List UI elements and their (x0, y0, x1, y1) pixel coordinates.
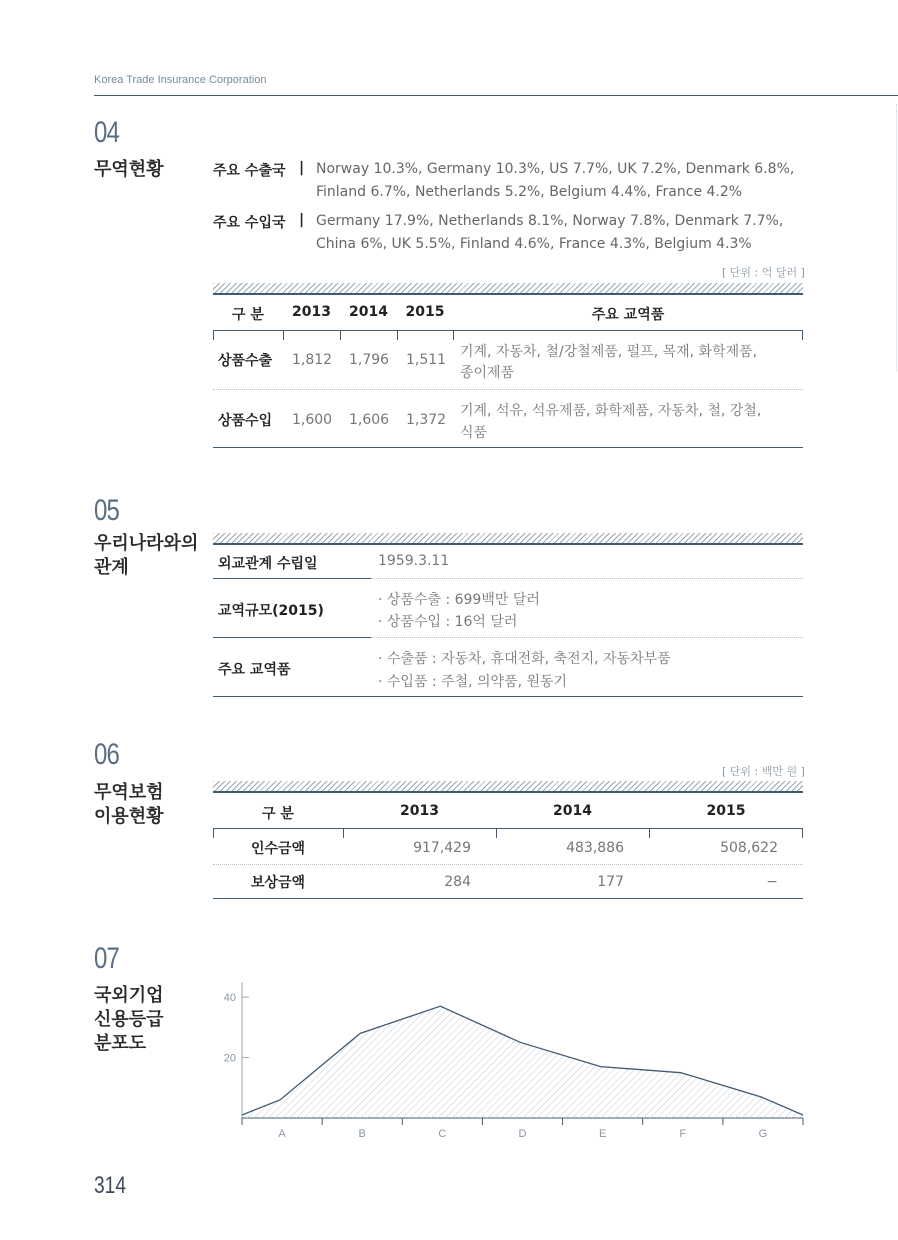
section-07-title-line1: 국외기업 (94, 985, 164, 1006)
section-05-number: 05 (94, 494, 120, 527)
section-06-number: 06 (94, 738, 120, 771)
insurance-row-underwriting-label: 인수금액 (250, 841, 306, 857)
chart-x-tick-label: E (598, 1128, 607, 1140)
insurance-header-2013: 2013 (400, 803, 439, 819)
insurance-row-claims-2014: 177 (597, 874, 624, 890)
trade-row-export-items-line2: 종이제품 (460, 365, 515, 381)
page-number: 314 (94, 1172, 127, 1199)
insurance-row-claims-2013: 284 (444, 874, 471, 890)
import-countries-line2: China 6%, UK 5.5%, Finland 4.6%, France 4.3%, Belgium 4.3% (316, 236, 752, 252)
trade-header-2014: 2014 (349, 304, 388, 320)
export-countries-line2: Finland 6.7%, Netherlands 5.2%, Belgium 4.4%, France 4.2% (316, 184, 743, 200)
trade-row-export-2015: 1,511 (406, 352, 447, 368)
trade-header-category: 구 분 (232, 307, 264, 323)
trade-row-import-items-line2: 식품 (460, 425, 488, 441)
trade-row-import-2015: 1,372 (406, 412, 447, 428)
trade-row-import-2014: 1,606 (349, 412, 390, 428)
trade-unit-note: [ 단위 : 억 달러 ] (722, 266, 805, 279)
trade-header-2015: 2015 (405, 304, 445, 320)
section-04-number: 04 (94, 116, 120, 149)
section-07-number: 07 (94, 942, 120, 975)
section-04-title: 무역현황 (94, 159, 164, 180)
header-org-name: Korea Trade Insurance Corporation (94, 74, 267, 86)
chart-y-tick-label: 20 (223, 1052, 236, 1065)
chart-x-tick-label: C (438, 1128, 447, 1140)
import-countries-line1: Germany 17.9%, Netherlands 8.1%, Norway 7.8%, Denmark 7.7%, (316, 213, 784, 229)
chart-x-tick-label: A (278, 1128, 286, 1140)
insurance-unit-note: [ 단위 : 백만 원 ] (722, 765, 805, 778)
chart-x-tick-label: F (679, 1128, 687, 1140)
chart-x-tick-label: G (758, 1128, 768, 1140)
insurance-row-claims-2015: − (766, 874, 778, 890)
section-05-title-line2: 관계 (94, 557, 129, 578)
insurance-row-claims-label: 보상금액 (250, 875, 306, 891)
import-separator: | (299, 212, 305, 228)
section-06-title-line2: 이용현황 (94, 806, 164, 827)
relation-row-volume-line1: · 상품수출 : 699백만 달러 (378, 592, 540, 608)
insurance-header-2015: 2015 (706, 803, 746, 819)
trade-row-export-2013: 1,812 (292, 352, 333, 368)
trade-row-export-items-line1: 기계, 자동차, 철/강철제품, 펄프, 목재, 화학제품, (460, 344, 758, 360)
relation-row-items-line1: · 수출품 : 자동차, 휴대전화, 축전지, 자동차부품 (378, 651, 671, 667)
trade-header-items: 주요 교역품 (591, 307, 665, 323)
section-05-title-line1: 우리나라와의 (94, 533, 199, 554)
section-06-title-line1: 무역보험 (94, 782, 164, 803)
trade-row-import-2013: 1,600 (292, 412, 333, 428)
chart-x-tick-label: D (518, 1128, 527, 1140)
section-07-title-line3: 분포도 (94, 1033, 147, 1054)
relation-row-diplomacy-value: 1959.3.11 (378, 553, 450, 569)
insurance-row-underwriting-2014: 483,886 (566, 840, 624, 856)
trade-row-export-label: 상품수출 (218, 353, 273, 369)
export-countries-line1: Norway 10.3%, Germany 10.3%, US 7.7%, UK 7.2%, Denmark 6.8%, (316, 161, 795, 177)
section-07-title-line2: 신용등급 (94, 1009, 164, 1030)
export-countries-label: 주요 수출국 (213, 163, 286, 179)
insurance-row-underwriting-2015: 508,622 (720, 840, 778, 856)
trade-row-export-2014: 1,796 (349, 352, 390, 368)
import-countries-label: 주요 수입국 (213, 215, 286, 231)
export-separator: | (299, 160, 305, 176)
insurance-row-underwriting-2013: 917,429 (413, 840, 471, 856)
relation-row-volume-label: 교역규모(2015) (218, 603, 324, 619)
trade-row-import-label: 상품수입 (218, 413, 273, 429)
insurance-header-2014: 2014 (553, 803, 592, 819)
chart-x-tick-label: B (358, 1128, 366, 1140)
chart-y-tick-label: 40 (223, 992, 236, 1005)
trade-row-import-items-line1: 기계, 석유, 석유제품, 화학제품, 자동차, 철, 강철, (460, 403, 762, 419)
relation-row-diplomacy-label: 외교관계 수립일 (218, 556, 318, 572)
relation-row-items-label: 주요 교역품 (218, 662, 291, 678)
trade-header-2013: 2013 (292, 304, 331, 320)
relation-row-volume-line2: · 상품수입 : 16억 달러 (378, 614, 518, 630)
relation-row-items-line2: · 수입품 : 주철, 의약품, 원동기 (378, 674, 568, 690)
insurance-header-category: 구 분 (262, 806, 294, 822)
